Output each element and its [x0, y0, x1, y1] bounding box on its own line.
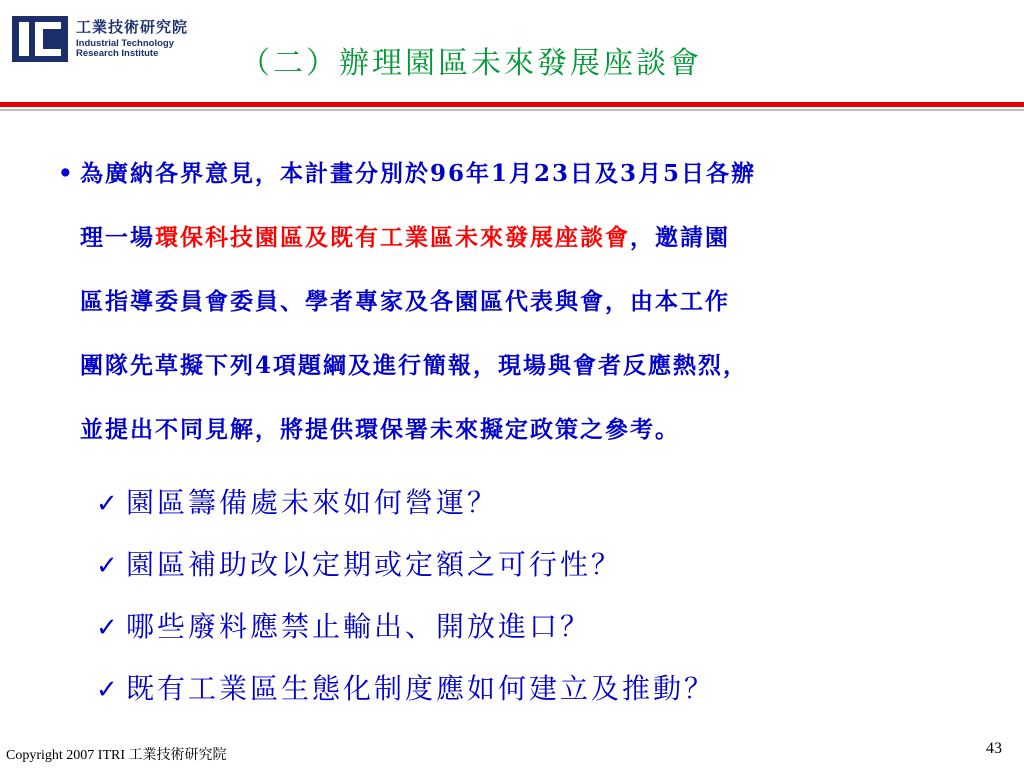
header-divider-gray: [0, 109, 1024, 111]
checklist-item: [96, 664, 715, 726]
topic-checklist: [96, 478, 715, 726]
logo-name-zh: 工業技術研究院: [76, 18, 189, 36]
paragraph-line: 區指導委員會委員、學者專家及各園區代表與會，由本工作: [80, 288, 730, 315]
page-number: 43: [986, 740, 1002, 757]
checkmark-icon: ✓: [96, 489, 121, 519]
bullet-icon: •: [58, 160, 75, 187]
paragraph-line: [58, 150, 978, 214]
paragraph-line: [58, 214, 978, 278]
body-paragraph: [58, 150, 978, 470]
slide-title: （二）辦理園區未來發展座談會: [240, 46, 702, 81]
checklist-item-text: 園區補助改以定期或定額之可行性？: [126, 548, 623, 581]
itri-logo: [12, 14, 217, 66]
checklist-item-text: 園區籌備處未來如何營運？: [126, 486, 499, 519]
paragraph-line: 並提出不同見解，將提供環保署未來擬定政策之參考。: [80, 416, 680, 443]
checklist-item: [96, 602, 715, 664]
checklist-item: [96, 478, 715, 540]
logo-name-en-line2: Research Institute: [76, 48, 159, 59]
paragraph-line-2-suffix: ，邀請園: [630, 224, 730, 251]
header-divider-red: [0, 102, 1024, 107]
checkmark-icon: ✓: [96, 613, 121, 643]
highlighted-event-name: 環保科技園區及既有工業區未來發展座談會: [155, 224, 630, 251]
checkmark-icon: ✓: [96, 675, 121, 705]
checklist-item-text: 既有工業區生態化制度應如何建立及推動？: [126, 672, 716, 705]
logo-name-en-line1: Industrial Technology: [76, 38, 174, 49]
checklist-item: [96, 540, 715, 602]
paragraph-line-1-text: 為廣納各界意見，本計畫分別於96年1月23日及3月5日各辦: [80, 160, 757, 187]
paragraph-line-2-prefix: 理一場: [80, 224, 155, 251]
checklist-item-text: 哪些廢料應禁止輸出、開放進口？: [126, 610, 592, 643]
copyright-footer: Copyright 2007 ITRI 工業技術研究院: [6, 748, 227, 763]
itri-logo-mark-icon: [12, 16, 68, 62]
checkmark-icon: ✓: [96, 551, 121, 581]
paragraph-line: 團隊先草擬下列4項題綱及進行簡報，現場與會者反應熱烈，: [80, 352, 749, 379]
